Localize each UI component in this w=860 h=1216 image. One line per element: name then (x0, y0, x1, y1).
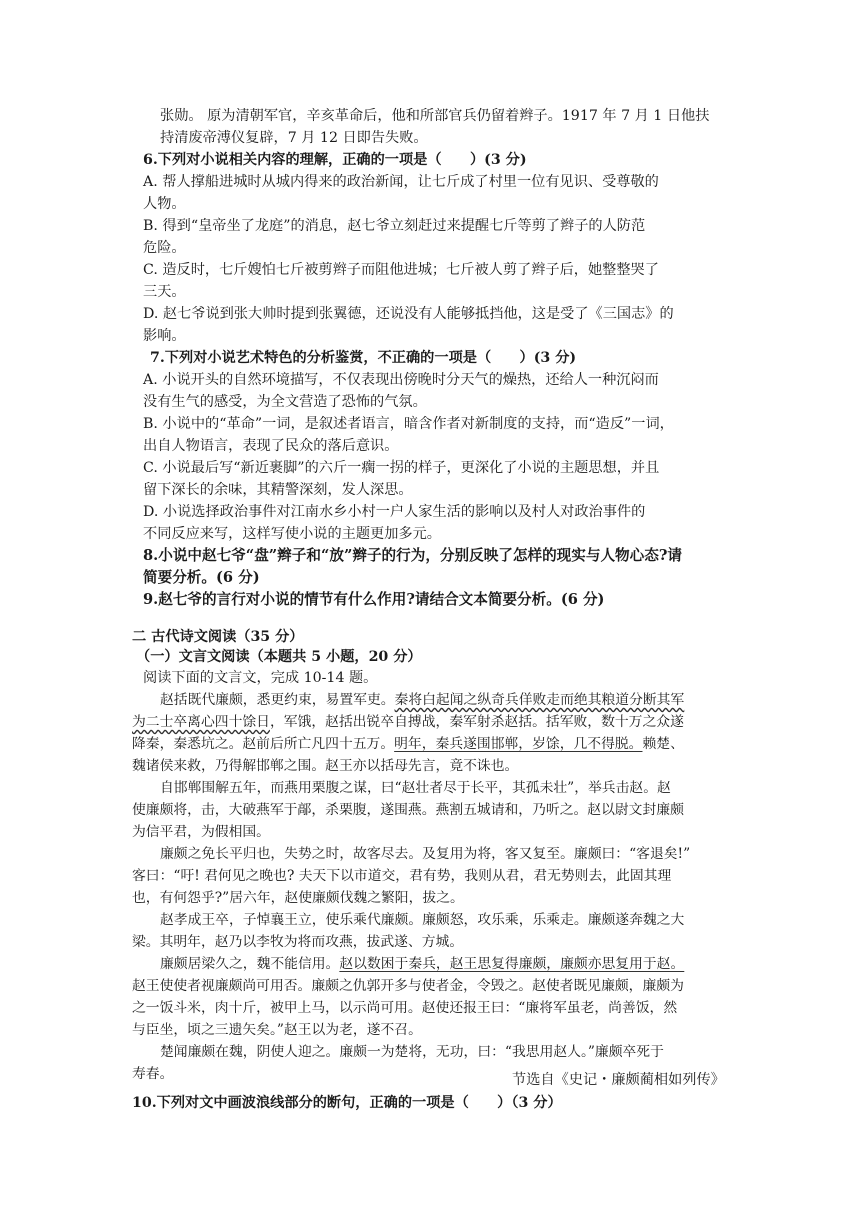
q6-option-b-line-1: B. 得到“皇帝坐了龙庭”的消息，赵七爷立刻赶过来提醒七斤等剪了辫子的人防范 (143, 218, 646, 234)
passage-p5-a-pre: 廉颇居梁久之，魏不能信用。 (160, 956, 340, 972)
question-10-stem: 10.下列对文中画波浪线部分的断句，正确的一项是（ ）（3 分） (132, 1095, 562, 1111)
q7-option-b-line-2: 出自人物语言，表现了民众的落后意识。 (143, 438, 399, 454)
footnote-line-2: 持清废帝溥仪复辟，7 月 12 日即告失败。 (160, 130, 428, 146)
q7-option-a-line-2: 没有生气的感受，为全文营造了恐怖的气氛。 (143, 394, 427, 410)
q6-option-a-line-1: A. 帮人撑船进城时从城内得来的政治新闻，让七斤成了村里一位有见识、受尊敬的 (143, 174, 659, 190)
passage-p3-line-2: 客曰：“吁! 君何见之晚也? 夫天下以市道交，君有势，我则从君，君无势则去，此固其理 (132, 868, 672, 884)
q6-option-c-line-1: C. 造反时，七斤嫂怕七斤被剪辫子而阻他进城；七斤被人剪了辫子后，她整整哭了 (143, 262, 659, 278)
passage-p3-line-3: 也，有何怨乎?”居六年，赵使廉颇伐魏之繁阳，拔之。 (132, 890, 464, 906)
passage-p6-line-2: 寿春。 (132, 1066, 174, 1082)
passage-source: 节选自《史记・廉颇蔺相如列传》 (512, 1072, 725, 1088)
question-8-line-2: 简要分析。(6 分) (143, 569, 260, 586)
section-2-subtitle: （一）文言文阅读（本题共 5 小题，20 分） (136, 649, 422, 665)
passage-p1-line-3 (132, 735, 684, 753)
passage-p1-c-post: 赖楚、 (642, 736, 684, 752)
passage-p4-line-1: 赵孝成王卒，子悼襄王立，使乐乘代廉颇。廉颇怒，攻乐乘，乐乘走。廉颇遂奔魏之大 (160, 912, 685, 928)
passage-p1-line-1 (160, 691, 684, 709)
q6-option-b-line-2: 危险。 (143, 240, 186, 256)
question-9: 9.赵七爷的言行对小说的情节有什么作用?请结合文本简要分析。(6 分) (143, 591, 605, 608)
q7-option-c-line-2: 留下深长的余味，其精警深刻，发人深思。 (143, 482, 413, 498)
q6-option-d-line-1: D. 赵七爷说到张大帅时提到张翼德，还说没有人能够抵挡他，这是受了《三国志》的 (143, 306, 674, 322)
passage-p5-line-3: 之一饭斗米，肉十斤，被甲上马，以示尚可用。赵使还报王曰：“廉将军虽老，尚善饭，然 (132, 1000, 678, 1016)
q6-option-c-line-2: 三天。 (143, 284, 186, 300)
passage-p1-line-2 (132, 713, 684, 731)
wavy-underlined-sentence: 秦将白起闻之纵奇兵佯败走而绝其粮道分断其军 (394, 692, 685, 708)
question-7-stem: 7.下列对小说艺术特色的分析鉴赏，不正确的一项是（ ）(3 分) (150, 350, 577, 366)
q7-option-d-line-2: 不同反应来写，这样写使小说的主题更加多元。 (143, 526, 441, 542)
wavy-underlined-sentence-cont: 为二士卒离心四十馀日 (132, 714, 270, 730)
question-8-line-1: 8.小说中赵七爷“盘”辫子和“放”辫子的行为，分别反映了怎样的现实与人物心态?请 (143, 547, 682, 564)
q7-option-d-line-1: D. 小说选择政治事件对江南水乡小村一户人家生活的影响以及村人对政治事件的 (143, 504, 646, 520)
passage-p6-line-1: 楚闻廉颇在魏，阴使人迎之。廉颇一为楚将，无功，曰：“我思用赵人。”廉颇卒死于 (160, 1044, 664, 1060)
passage-p1-a-plain: 赵括既代廉颇，悉更约束，易置军吏。 (160, 692, 395, 708)
footnote-line-1: 张勋。 原为清朝军官，辛亥革命后，他和所部官兵仍留着辫子。1917 年 7 月 1 日他扶 (160, 108, 710, 124)
q6-option-d-line-2: 影响。 (143, 328, 186, 344)
passage-p4-line-2: 梁。其明年，赵乃以李牧为将而攻燕，拔武遂、方城。 (132, 934, 464, 950)
passage-p1-b-plain: ，军饿，赵括出锐卒自搏战，秦军射杀赵括。括军败，数十万之众遂 (269, 714, 684, 730)
q7-option-a-line-1: A. 小说开头的自然环境描写，不仅表现出傍晚时分天气的燥热，还给人一种沉闷而 (143, 372, 659, 388)
passage-p1-line-4: 魏诸侯来救，乃得解邯郸之围。赵王亦以括母先言，竟不诛也。 (132, 758, 519, 774)
underlined-sentence-1: 明年，秦兵遂围邯郸，岁馀，几不得脱。 (394, 736, 643, 752)
passage-p3-line-1: 廉颇之免长平归也，失势之时，故客尽去。及复用为将，客又复至。廉颇曰：“客退矣!” (160, 846, 691, 862)
passage-p1-c-pre: 降秦，秦悉坑之。赵前后所亡凡四十五万。 (132, 736, 395, 752)
underlined-sentence-2: 赵以数困于秦兵，赵王思复得廉颇，廉颇亦思复用于赵。 (339, 956, 685, 972)
q6-option-a-line-2: 人物。 (143, 196, 186, 212)
passage-p2-line-1: 自邯郸围解五年，而燕用栗腹之谋，曰“赵壮者尽于长平，其孤未壮”，举兵击赵。赵 (160, 780, 671, 796)
q7-option-b-line-1: B. 小说中的“革命”一词，是叙述者语言，暗含作者对新制度的支持，而“造反”一词， (143, 416, 674, 432)
section-2-title: 二 古代诗文阅读（35 分） (132, 629, 304, 645)
passage-p5-line-2: 赵王使使者视廉颇尚可用否。廉颇之仇郭开多与使者金，令毁之。赵使者既见廉颇，廉颇为 (132, 978, 684, 994)
q7-option-c-line-1: C. 小说最后写“新近裹脚”的六斤一瘸一拐的样子，更深化了小说的主题思想，并且 (143, 460, 660, 476)
passage-p2-line-3: 为信平君，为假相国。 (132, 824, 270, 840)
passage-instruction: 阅读下面的文言文，完成 10-14 题。 (143, 670, 378, 686)
passage-p2-line-2: 使廉颇将，击，大破燕军于鄗，杀栗腹，遂围燕。燕割五城请和，乃听之。赵以尉文封廉颇 (132, 802, 684, 818)
passage-p5-line-1 (160, 955, 684, 973)
question-6-stem: 6.下列对小说相关内容的理解，正确的一项是（ ）(3 分) (143, 152, 527, 168)
passage-p5-line-4: 与臣坐，顷之三遗矢矣。”赵王以为老，遂不召。 (132, 1022, 422, 1038)
